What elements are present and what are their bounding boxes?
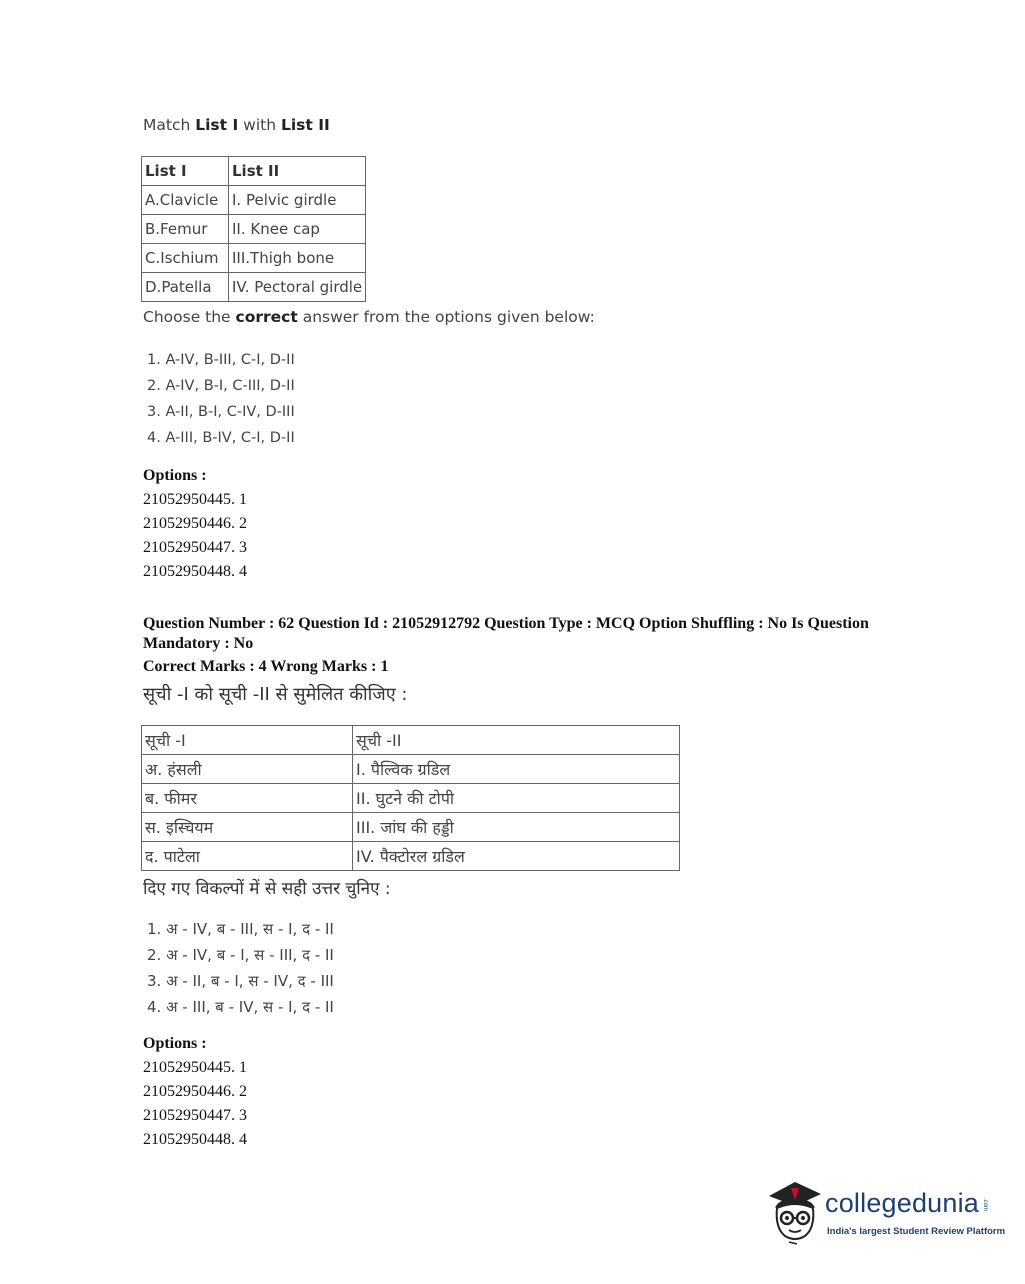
table-header-cell: List I <box>142 157 229 186</box>
q2-choose-instruction: दिए गए विकल्पों में से सही उत्तर चुनिए : <box>143 879 391 899</box>
q2-options <box>143 1032 247 1152</box>
q2-meta: Question Number : 62 Question Id : 21052912792 Question Type : MCQ Option Shuffling : No Is Question Mandatory : No <box>143 615 869 652</box>
q1-choice-list <box>147 347 295 451</box>
table-cell: IV. Pectoral girdle <box>229 273 366 302</box>
option-item: 21052950445. 1 <box>143 491 247 508</box>
table-cell: अ. हंसली <box>142 755 353 784</box>
table-header-row <box>142 726 680 755</box>
q2-choice-list <box>147 916 334 1020</box>
table-row <box>142 186 366 215</box>
table-cell: द. पाटेला <box>142 842 353 871</box>
choice-item: 2. A-IV, B-I, C-III, D-II <box>147 378 295 394</box>
q1-intro: Match List I with List II <box>143 116 330 134</box>
logo-wordmark: collegedunia <box>825 1188 980 1218</box>
table-cell: II. घुटने की टोपी <box>353 784 680 813</box>
choice-item: 2. अ - IV, ब - I, स - III, द - II <box>147 946 334 964</box>
table-cell: III.Thigh bone <box>229 244 366 273</box>
table-row <box>142 244 366 273</box>
table-header-row <box>142 157 366 186</box>
logo-com: .com <box>982 1198 988 1212</box>
table-cell: D.Patella <box>142 273 229 302</box>
table-header-cell: List II <box>229 157 366 186</box>
table-cell: C.Ischium <box>142 244 229 273</box>
collegedunia-logo <box>765 1178 1006 1248</box>
option-item: 21052950447. 3 <box>143 539 247 556</box>
table-cell: II. Knee cap <box>229 215 366 244</box>
table-row <box>142 842 680 871</box>
table-row <box>142 273 366 302</box>
choice-item: 3. अ - II, ब - I, स - IV, द - III <box>147 972 334 990</box>
table-cell: I. पैल्विक ग्रडिल <box>353 755 680 784</box>
table-cell: III. जांघ की हड्डी <box>353 813 680 842</box>
choice-item: 3. A-II, B-I, C-IV, D-III <box>147 404 295 420</box>
q2-match-table <box>141 725 680 871</box>
table-row <box>142 755 680 784</box>
table-row <box>142 813 680 842</box>
q1-match-table <box>141 156 366 302</box>
choice-item: 1. अ - IV, ब - III, स - I, द - II <box>147 920 334 938</box>
option-item: 21052950445. 1 <box>143 1059 247 1076</box>
option-item: 21052950446. 2 <box>143 515 247 532</box>
table-cell: B.Femur <box>142 215 229 244</box>
options-heading: Options : <box>143 467 207 484</box>
choice-item: 1. A-IV, B-III, C-I, D-II <box>147 352 295 368</box>
table-cell: I. Pelvic girdle <box>229 186 366 215</box>
table-cell: ब. फीमर <box>142 784 353 813</box>
table-row <box>142 215 366 244</box>
options-heading: Options : <box>143 1035 207 1052</box>
q1-choose-instruction: Choose the correct answer from the options given below: <box>143 308 595 326</box>
q1-options <box>143 464 247 584</box>
mascot-icon <box>765 1178 825 1248</box>
choice-item: 4. अ - III, ब - IV, स - I, द - II <box>147 998 334 1016</box>
table-cell: A.Clavicle <box>142 186 229 215</box>
option-item: 21052950448. 4 <box>143 1131 247 1148</box>
option-item: 21052950446. 2 <box>143 1083 247 1100</box>
choice-item: 4. A-III, B-IV, C-I, D-II <box>147 430 295 446</box>
table-row <box>142 784 680 813</box>
option-item: 21052950448. 4 <box>143 563 247 580</box>
option-item: 21052950447. 3 <box>143 1107 247 1124</box>
table-header-cell: सूची -I <box>142 726 353 755</box>
table-header-cell: सूची -II <box>353 726 680 755</box>
logo-tagline: India's largest Student Review Platform <box>827 1226 1006 1237</box>
q2-intro: सूची -I को सूची -II से सुमेलित कीजिए : <box>143 684 408 705</box>
table-cell: IV. पैक्टोरल ग्रडिल <box>353 842 680 871</box>
table-cell: स. इस्चियम <box>142 813 353 842</box>
q2-marks: Correct Marks : 4 Wrong Marks : 1 <box>143 658 389 675</box>
